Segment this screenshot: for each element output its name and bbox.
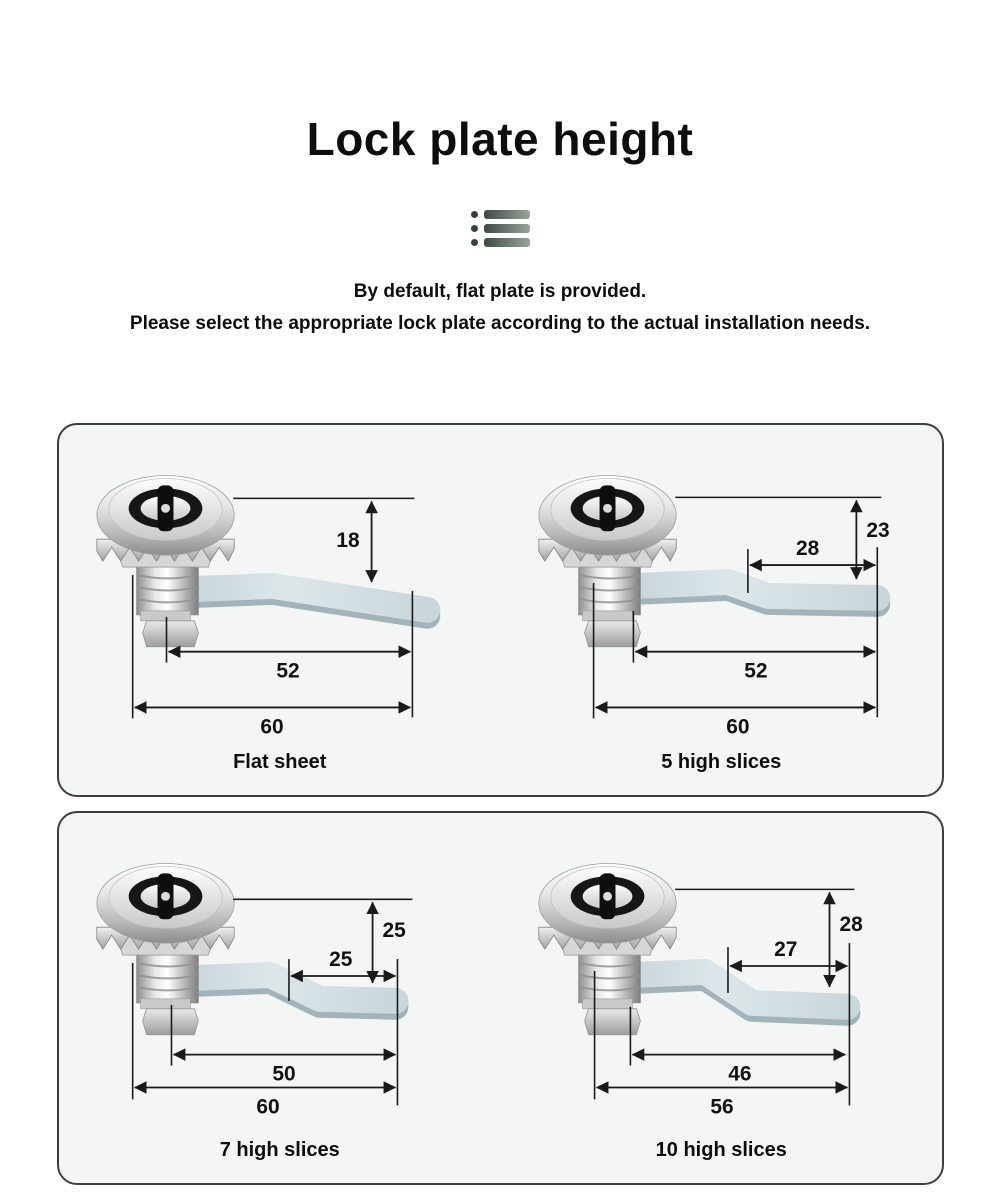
spec-card-bottom — [57, 811, 944, 1185]
height-dim-label: 18 — [336, 529, 360, 553]
height-dim-label: 25 — [382, 919, 407, 943]
step-length-dim-label: 25 — [329, 948, 353, 972]
overall-length-dim-label: 60 — [260, 715, 284, 737]
lock-diagram-10-high — [501, 813, 942, 1125]
page-title: Lock plate height — [306, 113, 694, 165]
cam-lever — [171, 975, 396, 1007]
panel-7-high-slices — [59, 813, 501, 1183]
height-dim-label: 23 — [866, 519, 890, 543]
lock-diagram-flat-sheet — [59, 425, 500, 737]
panel-caption: 7 high slices — [219, 1139, 340, 1161]
lock-body — [539, 863, 676, 1034]
list-dot-icon — [471, 211, 478, 218]
panel-flat-sheet — [59, 425, 501, 795]
lever-top — [612, 582, 877, 598]
lock-body — [97, 863, 234, 1034]
step-length-dim-label: 28 — [795, 537, 819, 561]
list-icon-row — [471, 210, 530, 219]
panel-5-high-slices — [501, 425, 943, 795]
overall-length-dim-label: 60 — [726, 715, 750, 737]
spec-card-top — [57, 423, 944, 797]
list-icon — [0, 210, 1000, 247]
subtitle-line-1: By default, flat plate is provided. — [353, 281, 647, 302]
list-icon-row — [471, 238, 530, 247]
lock-body — [539, 475, 676, 646]
panel-caption: Flat sheet — [233, 751, 327, 773]
list-icon-row — [471, 224, 530, 233]
panel-caption: 5 high slices — [661, 751, 782, 773]
list-bar-icon — [484, 210, 530, 219]
lock-body — [97, 475, 234, 646]
panel-caption: 10 high slices — [655, 1139, 787, 1161]
cam-length-dim-label: 46 — [728, 1062, 752, 1086]
subtitle-line-2: Please select the appropriate lock plate according to the actual installation needs. — [129, 313, 871, 334]
overall-length-dim-label: 56 — [710, 1095, 734, 1119]
list-dot-icon — [471, 225, 478, 232]
cam-lever — [610, 972, 847, 1013]
lock-diagram-7-high — [59, 813, 500, 1125]
overall-length-dim-label: 60 — [256, 1095, 280, 1119]
panel-10-high-slices — [501, 813, 943, 1183]
cam-lever — [612, 582, 877, 604]
list-bar-icon — [484, 224, 530, 233]
list-dot-icon — [471, 239, 478, 246]
step-length-dim-label: 27 — [773, 938, 798, 962]
list-bar-icon — [484, 238, 530, 247]
height-dim-label: 28 — [839, 913, 863, 937]
cam-length-dim-label: 52 — [743, 659, 768, 683]
lock-diagram-5-high — [501, 425, 942, 737]
cam-length-dim-label: 52 — [276, 659, 300, 683]
cam-length-dim-label: 50 — [272, 1062, 296, 1086]
cam-lever — [171, 586, 428, 616]
